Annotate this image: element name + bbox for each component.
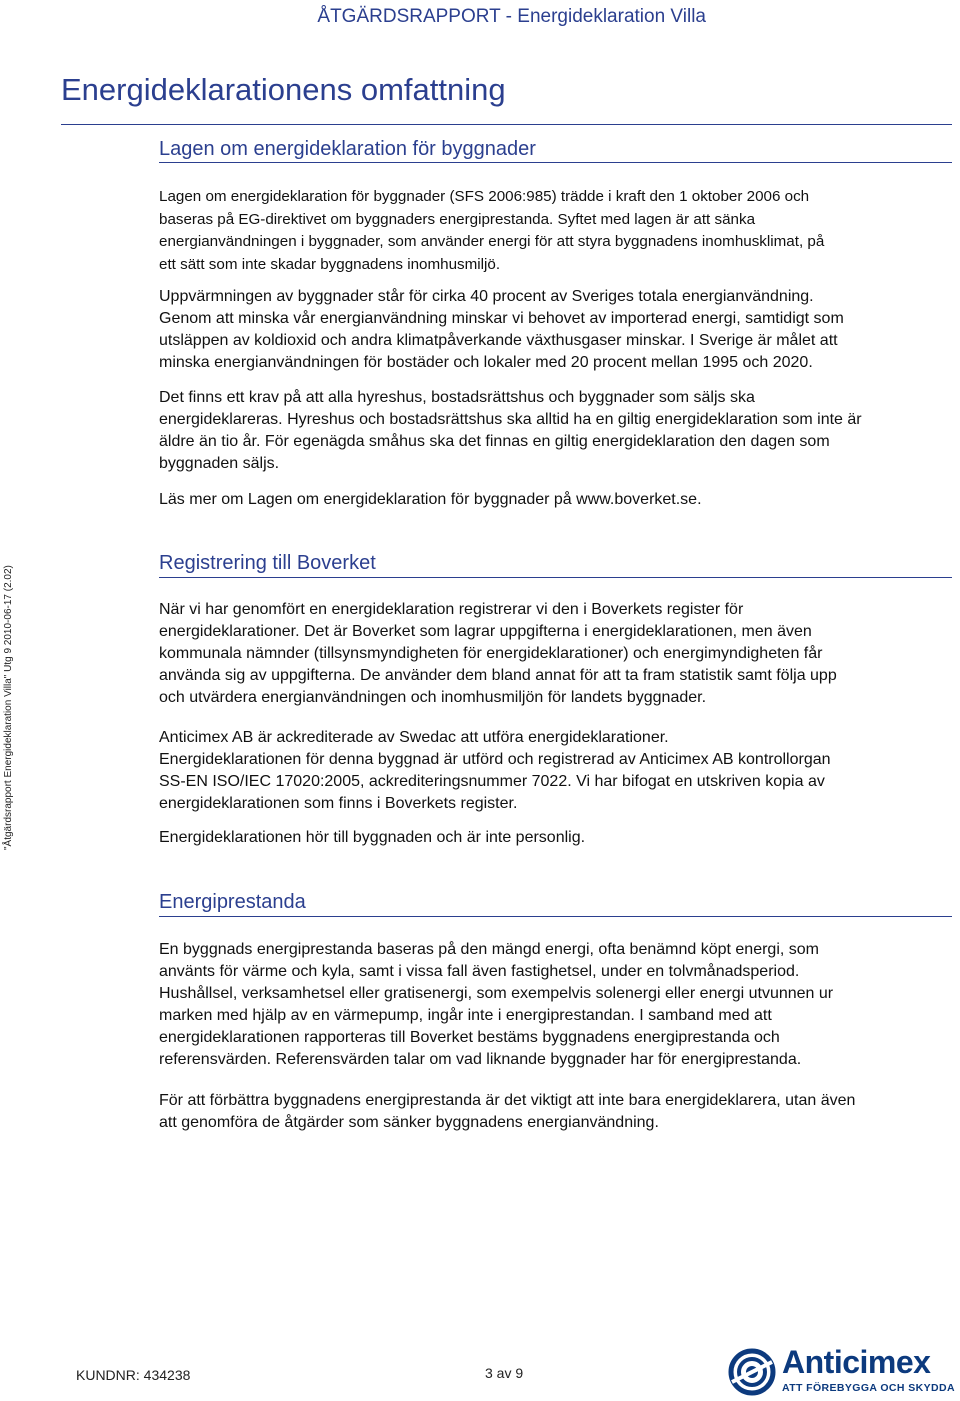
paragraph: En byggnads energiprestanda baseras på den mängd energi, ofta benämnd köpt energi, som använts för värme och kyla, samt i vissa fall även fastighetsel, under en tolvmånadsperiod. Hushållsel, verksamhetsel eller gratisenergi, som exempelvis solenergi eller energi utvunnen ur marken med hjälp av en värmepump, ingår inte i energiprestandan. I samband med att energideklarationen rapporteras till Boverket bestäms byggnadens energiprestanda och referensvärden. Referensvärden talar om vad liknande byggnader har för energiprestanda. [159, 941, 834, 1068]
paragraph: Energideklarationen hör till byggnaden och är inte personlig. [159, 829, 586, 846]
paragraph: Det finns ett krav på att alla hyreshus, bostadsrättshus och byggnader som säljs ska energideklareras. Hyreshus och bostadsrättshus ska alltid ha en giltig energideklaration som inte är äldre än tio år. För egenägda småhus ska det finnas en giltig energideklaration den dagen som byggnaden säljs. [159, 389, 862, 472]
boverket-link-paragraph: Läs mer om Lagen om energideklaration för byggnader på www.boverket.se. [159, 491, 702, 508]
logo-wordmark: Anticimex [782, 1344, 931, 1380]
customer-number: KUNDNR: 434238 [76, 1367, 191, 1383]
paragraph: Anticimex AB är ackrediterade av Swedac att utföra energideklarationer. Energideklarationen för denna byggnad är utförd och registrerad av Anticimex AB kontrollorgan SS-EN ISO/IEC 17020:2005, ackrediteringsnummer 7022. Vi har bifogat en utskriven kopia av energideklarationen som finns i Boverkets register. [159, 729, 831, 812]
section-heading-energiprestanda: Energiprestanda [159, 891, 306, 913]
anticimex-logo [728, 1344, 956, 1396]
section-heading-lagen: Lagen om energideklaration för byggnader [159, 138, 536, 160]
title-divider [61, 124, 952, 125]
section-divider [159, 916, 952, 917]
anticimex-logo-icon [728, 1348, 776, 1396]
logo-tagline: ATT FÖREBYGGA OCH SKYDDA [782, 1382, 955, 1394]
paragraph: För att förbättra byggnadens energiprestanda är det viktigt att inte bara energideklarera, utan även att genomföra de åtgärder som sänker byggnadens energianvändning. [159, 1092, 856, 1131]
paragraph: Lagen om energideklaration för byggnader (SFS 2006:985) trädde i kraft den 1 oktober 2006 och baseras på EG-direktivet om byggnaders energiprestanda. Syftet med lagen är att sänka energianvändningen i byggnader, som använder energi för att styra byggnadens inomhusklimat, på ett sätt som inte skadar byggnadens inomhusmiljö. [159, 188, 825, 273]
page-title: Energideklarationens omfattning [61, 72, 506, 107]
section-divider [159, 162, 952, 163]
paragraph: När vi har genomfört en energideklaration registrerar vi den i Boverkets register för energideklarationer. Det är Boverket som lagrar uppgifterna i energideklarationen, men även kommunala nämnder (tillsynsmyndigheten för energideklarationer) och energimyndigheten får använda sig av uppgifterna. De använder dem bland annat för att ta fram statistik samt följa upp och utvärdera energianvändningen och inomhusmiljön för landets byggnader. [159, 601, 837, 706]
section-divider [159, 577, 952, 578]
paragraph: Uppvärmningen av byggnader står för cirka 40 procent av Sveriges totala energianvändning. Genom att minska vår energianvändning minskar vi behovet av importerad energi, samtidigt som utsläppen av koldioxid och andra klimatpåverkande växthusgaser minskar. I Sverige är målet att minska energianvändningen för bostäder och lokaler med 20 procent mellan 1995 och 2020. [159, 288, 844, 371]
page-number: 3 av 9 [485, 1365, 524, 1381]
document-header-title: ÅTGÄRDSRAPPORT - Energideklaration Villa [317, 6, 706, 27]
document-version-note: "Åtgärdsrapport Energideklaration Villa" Utg 9 2010-06-17 (2.02) [3, 565, 14, 850]
section-heading-registrering: Registrering till Boverket [159, 552, 376, 574]
